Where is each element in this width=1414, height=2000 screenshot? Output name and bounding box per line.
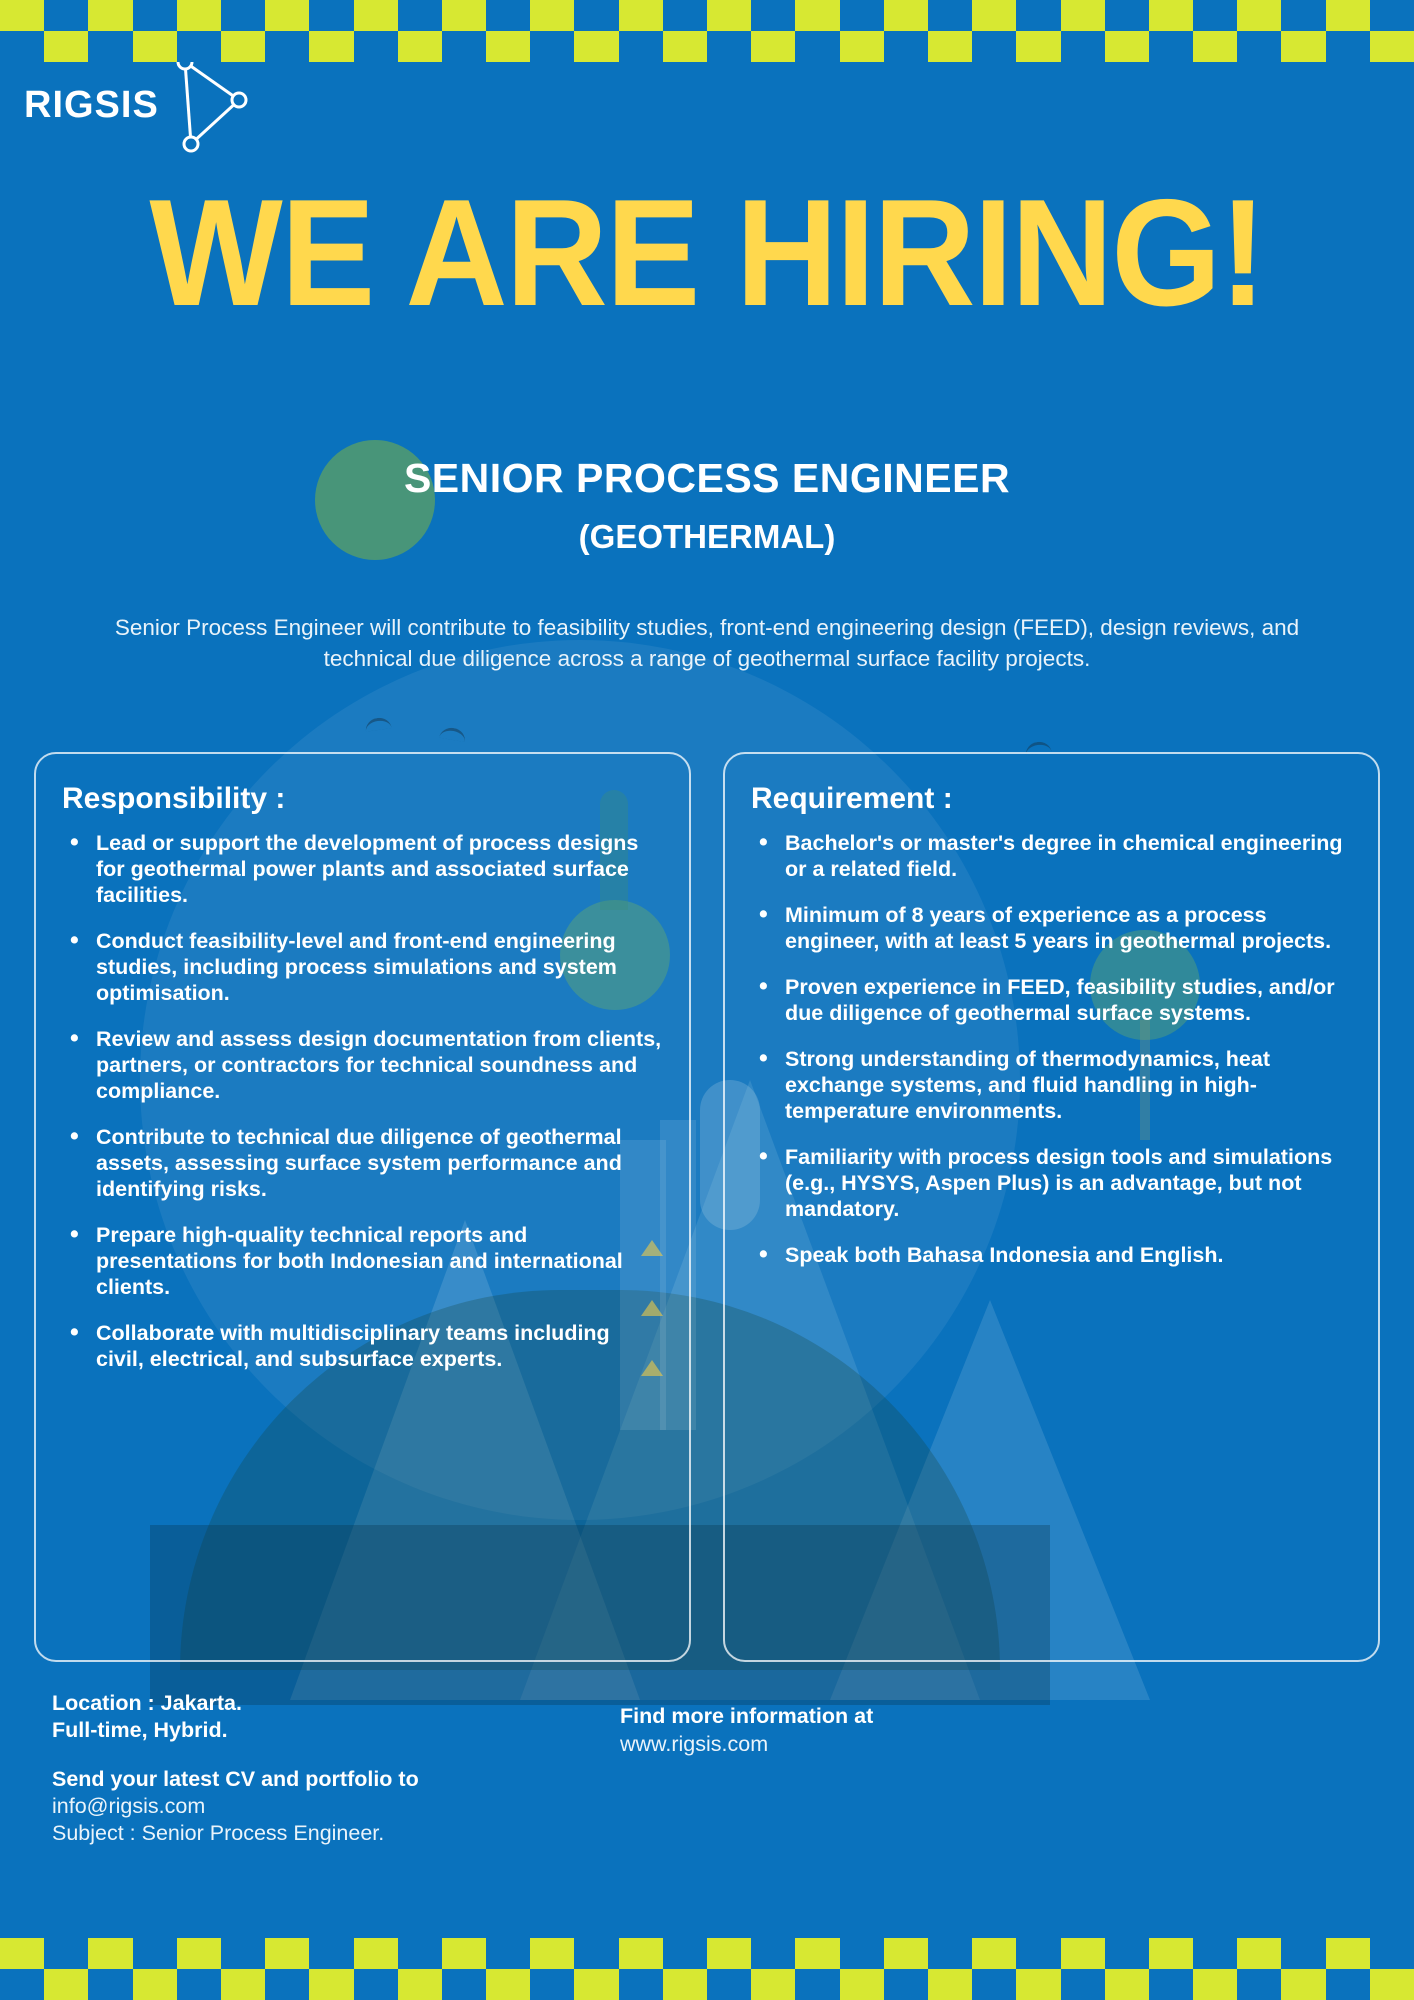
cv-instruction-line: Send your latest CV and portfolio to xyxy=(52,1767,419,1791)
checker-cell xyxy=(751,0,795,31)
checker-cell xyxy=(1105,1969,1149,2000)
checker-cell xyxy=(398,1969,442,2000)
checker-cell xyxy=(88,31,132,62)
checker-cell xyxy=(88,1969,132,2000)
checker-cell xyxy=(442,1938,486,1969)
checker-cell xyxy=(795,1938,839,1969)
checker-cell xyxy=(1149,1938,1193,1969)
checker-cell xyxy=(265,1969,309,2000)
checker-cell xyxy=(530,31,574,62)
checker-cell xyxy=(972,31,1016,62)
checker-cell xyxy=(884,31,928,62)
checker-cell xyxy=(1061,31,1105,62)
checker-cell xyxy=(1370,31,1414,62)
checker-cell xyxy=(177,1969,221,2000)
checker-cell xyxy=(44,1938,88,1969)
checker-cell xyxy=(1281,0,1325,31)
checker-cell xyxy=(0,1938,44,1969)
checker-cell xyxy=(221,0,265,31)
checker-cell xyxy=(486,1938,530,1969)
checker-cell xyxy=(265,0,309,31)
checker-cell xyxy=(840,31,884,62)
checker-cell xyxy=(1326,1969,1370,2000)
checker-cell xyxy=(0,1969,44,2000)
website-link[interactable]: www.rigsis.com xyxy=(620,1732,769,1756)
job-intro-text: Senior Process Engineer will contribute to feasibility studies, front-end engineering design (FEED), design reviews, and technical due diligence across a range of geothermal surface facility projects. xyxy=(114,615,1300,671)
footer-website-block xyxy=(620,1702,873,1758)
checker-cell xyxy=(928,1969,972,2000)
checker-cell xyxy=(1326,1938,1370,1969)
checker-cell xyxy=(398,31,442,62)
checker-cell xyxy=(88,0,132,31)
checker-cell xyxy=(1061,1969,1105,2000)
checker-cell xyxy=(1016,1969,1060,2000)
list-item: • Contribute to technical due diligence of geothermal assets, assessing surface system performance and identifying risks. xyxy=(92,1124,663,1202)
checker-cell xyxy=(44,31,88,62)
checker-cell xyxy=(928,31,972,62)
requirement-heading: Requirement : xyxy=(751,782,953,815)
checker-cell xyxy=(1016,1938,1060,1969)
list-item: • Bachelor's or master's degree in chemical engineering or a related field. xyxy=(781,830,1352,882)
checker-cell xyxy=(1281,31,1325,62)
list-item: • Familiarity with process design tools and simulations (e.g., HYSYS, Aspen Plus) is an advantage, but not mandatory. xyxy=(781,1144,1352,1222)
checker-cell xyxy=(133,1938,177,1969)
checker-cell xyxy=(530,0,574,31)
checker-cell xyxy=(354,1938,398,1969)
checker-cell xyxy=(133,0,177,31)
checker-cell xyxy=(751,1938,795,1969)
checker-cell xyxy=(928,1938,972,1969)
checker-strip-bottom xyxy=(0,1938,1414,2000)
checker-cell xyxy=(751,31,795,62)
checker-cell xyxy=(354,0,398,31)
checker-cell xyxy=(795,0,839,31)
checker-cell xyxy=(442,31,486,62)
checker-cell xyxy=(1193,1969,1237,2000)
checker-cell xyxy=(840,1969,884,2000)
checker-cell xyxy=(663,1969,707,2000)
checker-cell xyxy=(972,1938,1016,1969)
list-item: • Conduct feasibility-level and front-end engineering studies, including process simulations and system optimisation. xyxy=(92,928,663,1006)
checker-cell xyxy=(221,31,265,62)
checker-cell xyxy=(530,1938,574,1969)
requirement-panel xyxy=(723,752,1380,1662)
checker-cell xyxy=(309,0,353,31)
email-link[interactable]: info@rigsis.com xyxy=(52,1794,206,1818)
checker-cell xyxy=(1016,0,1060,31)
responsibility-heading: Responsibility : xyxy=(62,782,286,815)
checker-cell xyxy=(884,0,928,31)
checker-cell xyxy=(1016,31,1060,62)
checker-cell xyxy=(707,1969,751,2000)
checker-cell xyxy=(309,1938,353,1969)
checker-cell xyxy=(1149,31,1193,62)
checker-cell xyxy=(486,0,530,31)
footer-contact-block xyxy=(52,1690,419,1847)
list-item: • Prepare high-quality technical reports and presentations for both Indonesian and international clients. xyxy=(92,1222,663,1300)
checker-cell xyxy=(1237,1938,1281,1969)
list-item: • Review and assess design documentation from clients, partners, or contractors for technical soundness and compliance. xyxy=(92,1026,663,1104)
checker-cell xyxy=(574,1969,618,2000)
checker-cell xyxy=(1193,31,1237,62)
subject-line: Subject : Senior Process Engineer. xyxy=(52,1821,385,1845)
checker-cell xyxy=(663,0,707,31)
checker-cell xyxy=(751,1969,795,2000)
checker-cell xyxy=(1326,31,1370,62)
checker-cell xyxy=(795,1969,839,2000)
checker-cell xyxy=(442,0,486,31)
checker-cell xyxy=(1370,0,1414,31)
checker-cell xyxy=(530,1969,574,2000)
checker-cell xyxy=(707,31,751,62)
checker-cell xyxy=(88,1938,132,1969)
checker-cell xyxy=(795,31,839,62)
brand-logo xyxy=(24,48,251,163)
checker-cell xyxy=(1061,1938,1105,1969)
checker-cell xyxy=(221,1969,265,2000)
checker-cell xyxy=(1193,0,1237,31)
checker-cell xyxy=(972,0,1016,31)
logo-text: RIGSIS xyxy=(24,84,159,126)
checker-cell xyxy=(1370,1969,1414,2000)
checker-cell xyxy=(1105,0,1149,31)
checker-cell xyxy=(398,1938,442,1969)
checker-cell xyxy=(265,31,309,62)
page-title: WE ARE HIRING! xyxy=(149,168,1265,338)
checker-cell xyxy=(663,31,707,62)
checker-cell xyxy=(574,1938,618,1969)
checker-cell xyxy=(265,1938,309,1969)
checker-cell xyxy=(1281,1969,1325,2000)
checker-cell xyxy=(0,0,44,31)
checker-cell xyxy=(1237,1969,1281,2000)
checker-cell xyxy=(707,0,751,31)
checker-cell xyxy=(1193,1938,1237,1969)
list-item: • Lead or support the development of process designs for geothermal power plants and associated surface facilities. xyxy=(92,830,663,908)
checker-strip-top xyxy=(0,0,1414,62)
checker-cell xyxy=(354,31,398,62)
network-node-icon xyxy=(171,48,251,163)
checker-cell xyxy=(619,1969,663,2000)
responsibility-panel xyxy=(34,752,691,1662)
checker-cell xyxy=(309,31,353,62)
checker-cell xyxy=(1326,0,1370,31)
checker-cell xyxy=(1061,0,1105,31)
checker-cell xyxy=(0,31,44,62)
checker-cell xyxy=(707,1938,751,1969)
list-item: • Speak both Bahasa Indonesia and English. xyxy=(781,1242,1352,1268)
checker-cell xyxy=(1237,31,1281,62)
checker-cell xyxy=(133,31,177,62)
checker-cell xyxy=(840,0,884,31)
responsibility-list xyxy=(62,830,663,1372)
checker-cell xyxy=(177,0,221,31)
job-details-panels xyxy=(34,752,1380,1662)
checker-cell xyxy=(663,1938,707,1969)
list-item: • Proven experience in FEED, feasibility studies, and/or due diligence of geothermal surface systems. xyxy=(781,974,1352,1026)
list-item: • Minimum of 8 years of experience as a process engineer, with at least 5 years in geothermal projects. xyxy=(781,902,1352,954)
checker-cell xyxy=(1149,1969,1193,2000)
checker-cell xyxy=(1149,0,1193,31)
find-more-label: Find more information at xyxy=(620,1704,874,1728)
worktype-line: Full-time, Hybrid. xyxy=(52,1718,228,1742)
checker-cell xyxy=(840,1938,884,1969)
checker-cell xyxy=(354,1969,398,2000)
list-item: • Collaborate with multidisciplinary teams including civil, electrical, and subsurface experts. xyxy=(92,1320,663,1372)
job-title: SENIOR PROCESS ENGINEER xyxy=(403,455,1011,501)
checker-cell xyxy=(133,1969,177,2000)
checker-cell xyxy=(309,1969,353,2000)
checker-cell xyxy=(398,0,442,31)
checker-cell xyxy=(884,1969,928,2000)
checker-cell xyxy=(221,1938,265,1969)
checker-cell xyxy=(619,31,663,62)
checker-cell xyxy=(44,1969,88,2000)
checker-cell xyxy=(619,1938,663,1969)
checker-cell xyxy=(486,1969,530,2000)
checker-cell xyxy=(1105,31,1149,62)
list-item: • Strong understanding of thermodynamics, heat exchange systems, and fluid handling in high-temperature environments. xyxy=(781,1046,1352,1124)
checker-cell xyxy=(486,31,530,62)
checker-cell xyxy=(177,1938,221,1969)
location-line: Location : Jakarta. xyxy=(52,1691,242,1715)
checker-cell xyxy=(442,1969,486,2000)
checker-cell xyxy=(619,0,663,31)
checker-cell xyxy=(574,0,618,31)
checker-cell xyxy=(1281,1938,1325,1969)
checker-cell xyxy=(884,1938,928,1969)
checker-cell xyxy=(177,31,221,62)
checker-cell xyxy=(972,1969,1016,2000)
checker-cell xyxy=(1370,1938,1414,1969)
checker-cell xyxy=(1237,0,1281,31)
checker-cell xyxy=(1105,1938,1149,1969)
checker-cell xyxy=(44,0,88,31)
requirement-list xyxy=(751,830,1352,1268)
job-subtitle: (GEOTHERMAL) xyxy=(578,518,836,555)
checker-cell xyxy=(928,0,972,31)
checker-cell xyxy=(574,31,618,62)
